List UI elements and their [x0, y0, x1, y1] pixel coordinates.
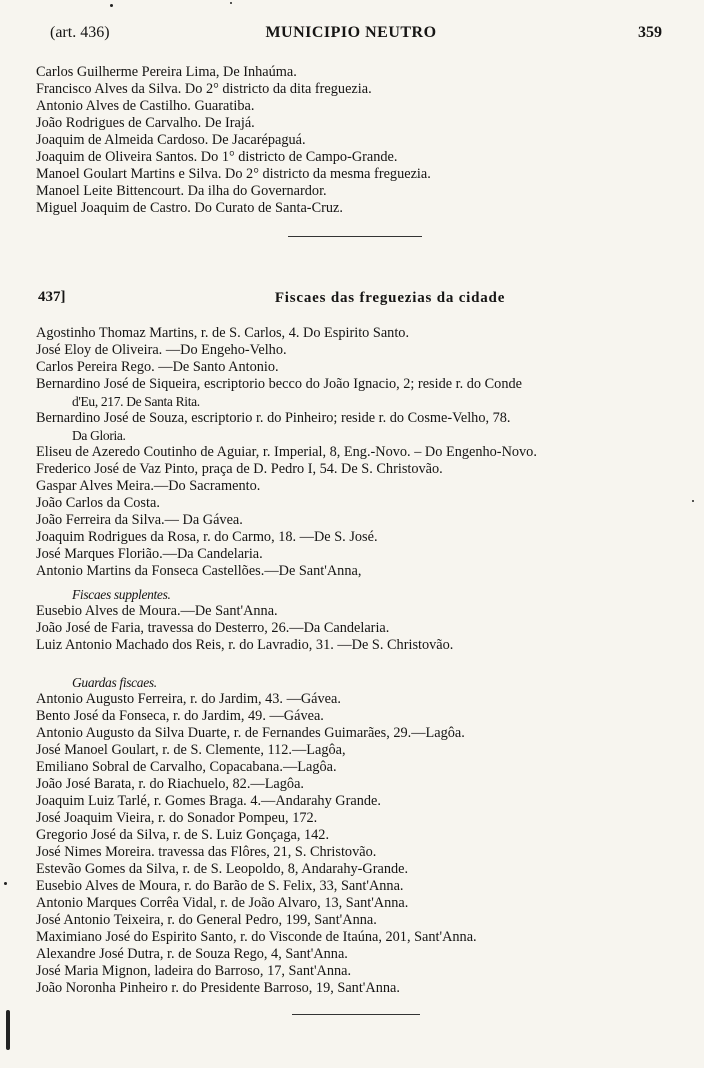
scan-speck — [230, 2, 232, 4]
list-item: Joaquim Rodrigues da Rosa, r. do Carmo, 18. —De S. José. — [36, 529, 378, 545]
list-item: Miguel Joaquim de Castro. Do Curato de Santa-Cruz. — [36, 200, 343, 216]
list-item: Joaquim de Oliveira Santos. Do 1° districto de Campo-Grande. — [36, 149, 398, 165]
list-item: José Maria Mignon, ladeira do Barroso, 17, Sant'Anna. — [36, 963, 352, 979]
list-item: Agostinho Thomaz Martins, r. de S. Carlos, 4. Do Espirito Santo. — [36, 325, 410, 341]
end-divider — [292, 1014, 420, 1015]
running-title: MUNICIPIO NEUTRO — [265, 24, 437, 41]
list-item: João Noronha Pinheiro r. do Presidente Barroso, 19, Sant'Anna. — [36, 980, 400, 996]
article-reference: (art. 436) — [50, 24, 110, 41]
page-number: 359 — [638, 24, 662, 41]
list-item: Alexandre José Dutra, r. de Souza Rego, 4, Sant'Anna. — [36, 946, 348, 962]
section-number: 437] — [38, 289, 66, 305]
list-item: Frederico José de Vaz Pinto, praça de D. Pedro I, 54. De S. Christovão. — [36, 461, 443, 477]
list-item: Gregorio José da Silva, r. de S. Luiz Gonçaga, 142. — [36, 827, 330, 843]
scan-speck — [110, 4, 113, 7]
list-item: Emiliano Sobral de Carvalho, Copacabana.—Lagôa. — [36, 759, 337, 775]
list-item: Antonio Augusto Ferreira, r. do Jardim, 43. —Gávea. — [36, 691, 341, 707]
list-item: José Marques Florião.—Da Candelaria. — [36, 546, 263, 562]
list-item-continuation: d'Eu, 217. De Santa Rita. — [72, 394, 200, 409]
list-item: Eusebio Alves de Moura.—De Sant'Anna. — [36, 603, 278, 619]
list-item: Bento José da Fonseca, r. do Jardim, 49. —Gávea. — [36, 708, 324, 724]
list-item: Bernardino José de Souza, escriptorio r. do Pinheiro; reside r. do Cosme-Velho, 78. — [36, 410, 511, 426]
list-item: Eliseu de Azeredo Coutinho de Aguiar, r. Imperial, 8, Eng.-Novo. – Do Engenho-Novo. — [36, 444, 537, 460]
list-item: José Antonio Teixeira, r. do General Pedro, 199, Sant'Anna. — [36, 912, 377, 928]
list-item: Antonio Martins da Fonseca Castellões.—De Sant'Anna, — [36, 563, 362, 579]
list-item: Antonio Augusto da Silva Duarte, r. de Fernandes Guimarães, 29.—Lagôa. — [36, 725, 465, 741]
list-item: Joaquim de Almeida Cardoso. De Jacarépaguá. — [36, 132, 306, 148]
scan-speck — [692, 500, 694, 502]
list-item: João Rodrigues de Carvalho. De Irajá. — [36, 115, 255, 131]
guardas-list — [36, 674, 676, 997]
list-item: José Joaquim Vieira, r. do Sonador Pompeu, 172. — [36, 810, 318, 826]
list-item: Antonio Marques Corrêa Vidal, r. de João Alvaro, 13, Sant'Anna. — [36, 895, 409, 911]
section-divider — [288, 236, 422, 237]
list-item: José Nimes Moreira. travessa das Flôres, 21, S. Christovão. — [36, 844, 377, 860]
list-item: João Carlos da Costa. — [36, 495, 160, 511]
list-item: José Manoel Goulart, r. de S. Clemente, 112.—Lagôa, — [36, 742, 346, 758]
list-item: João José de Faria, travessa do Desterro, 26.—Da Candelaria. — [36, 620, 390, 636]
scan-speck — [4, 882, 7, 885]
running-header — [40, 22, 662, 48]
list-item: Carlos Pereira Rego. —De Santo Antonio. — [36, 359, 279, 375]
list-item-continuation: Da Gloria. — [72, 428, 126, 443]
list-item: João José Barata, r. do Riachuelo, 82.—Lagôa. — [36, 776, 304, 792]
list-item: Bernardino José de Siqueira, escriptorio becco do João Ignacio, 2; reside r. do Conde — [36, 376, 522, 392]
list-item: Carlos Guilherme Pereira Lima, De Inhaúma. — [36, 64, 297, 80]
list-item: Estevão Gomes da Silva, r. de S. Leopoldo, 8, Andarahy-Grande. — [36, 861, 409, 877]
list-item: Francisco Alves da Silva. Do 2° districto da dita freguezia. — [36, 81, 372, 97]
supplentes-list — [36, 586, 676, 654]
list-item: Luiz Antonio Machado dos Reis, r. do Lavradio, 31. —De S. Christovão. — [36, 637, 454, 653]
scan-speck — [6, 1010, 10, 1050]
list-item: Manoel Goulart Martins e Silva. Do 2° districto da mesma freguezia. — [36, 166, 431, 182]
list-item: Manoel Leite Bittencourt. Da ilha do Governardor. — [36, 183, 327, 199]
list-item: Joaquim Luiz Tarlé, r. Gomes Braga. 4.—Andarahy Grande. — [36, 793, 381, 809]
list-item: Eusebio Alves de Moura, r. do Barão de S. Felix, 33, Sant'Anna. — [36, 878, 404, 894]
list-item: João Ferreira da Silva.— Da Gávea. — [36, 512, 243, 528]
list-item: Antonio Alves de Castilho. Guaratiba. — [36, 98, 255, 114]
list-item: José Eloy de Oliveira. —Do Engeho-Velho. — [36, 342, 287, 358]
list-item: Maximiano José do Espirito Santo, r. do Visconde de Itaúna, 201, Sant'Anna. — [36, 929, 477, 945]
subsection-heading: Fiscaes supplentes. — [72, 587, 171, 602]
subsection-heading: Guardas fiscaes. — [72, 675, 157, 690]
list-item: Gaspar Alves Meira.—Do Sacramento. — [36, 478, 261, 494]
section-title: Fiscaes das freguezias da cidade — [274, 290, 506, 306]
fiscaes-list — [36, 325, 676, 580]
top-list — [36, 64, 676, 217]
